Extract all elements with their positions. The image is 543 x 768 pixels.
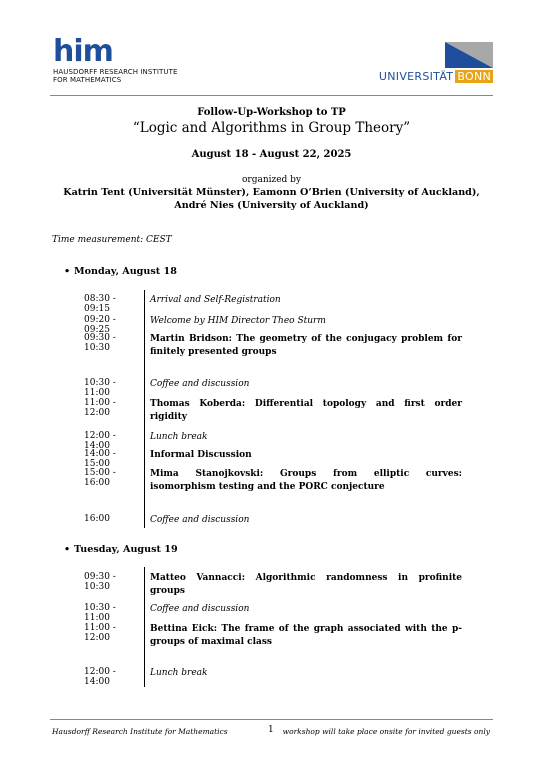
session-time: 14:00 - 15:00 (84, 449, 116, 469)
session-time: 15:00 - 16:00 (84, 468, 116, 488)
session-discussion: Informal Discussion (150, 450, 252, 460)
bonn-logo-city: BONN (457, 70, 491, 83)
day-label: Monday, August 18 (74, 266, 177, 277)
session-time: 09:30 - 10:30 (84, 333, 116, 353)
session-time: 12:00 - 14:00 (84, 667, 116, 687)
footer-note: workshop will take place onsite for invited guests only (282, 727, 490, 736)
session-time: 11:00 - 12:00 (84, 398, 116, 418)
bonn-logo-university: UNIVERSITÄT (378, 70, 454, 83)
session-time: 11:00 - 12:00 (84, 623, 116, 643)
him-logo-line2: FOR MATHEMATICS (53, 76, 122, 84)
uni-bonn-logo-text (379, 70, 493, 83)
session-time: 09:20 - 09:25 (84, 315, 116, 335)
session-break: Coffee and discussion (150, 515, 250, 525)
timezone-note: Time measurement: CEST (52, 235, 172, 245)
header-divider (50, 95, 493, 96)
session-time: 10:30 - 11:00 (84, 603, 116, 623)
workshop-subtitle: Follow-Up-Workshop to TP (197, 107, 346, 118)
organized-by-label: organized by (241, 175, 302, 185)
day-heading-tuesday (64, 544, 178, 555)
session-talk: Martin Bridson: The geometry of the conjugacy problem for finitely presented groups (150, 334, 462, 357)
session-break: Coffee and discussion (150, 604, 250, 614)
session-break: Arrival and Self-Registration (150, 295, 281, 305)
session-talk: Bettina Eick: The frame of the graph associated with the p-groups of maximal class (150, 624, 462, 647)
page-number: 1 (268, 725, 274, 735)
session-talk: Matteo Vannacci: Algorithmic randomness in profinite groups (150, 573, 462, 596)
bullet: • (64, 266, 71, 277)
session-welcome: Welcome by HIM Director Theo Sturm (150, 316, 326, 326)
him-logo-line1: HAUSDORFF RESEARCH INSTITUTE (53, 68, 178, 76)
session-time: 09:30 - 10:30 (84, 572, 116, 592)
footer-divider (50, 719, 493, 720)
session-talk: Thomas Koberda: Differential topology and first order rigidity (150, 399, 462, 422)
session-break: Lunch break (150, 668, 208, 678)
day-label: Tuesday, August 19 (74, 544, 178, 555)
footer-institute: Hausdorff Research Institute for Mathematics (52, 727, 228, 736)
him-logo (53, 34, 178, 84)
session-time: 08:30 - 09:15 (84, 294, 116, 314)
schedule-divider-monday (144, 290, 145, 528)
session-talk: Mima Stanojkovski: Groups from elliptic curves: isomorphism testing and the PORC conjecture (150, 469, 462, 492)
day-heading-monday (64, 266, 177, 277)
workshop-title: “Logic and Algorithms in Group Theory” (132, 120, 411, 136)
session-break: Coffee and discussion (150, 379, 250, 389)
session-time: 12:00 - 14:00 (84, 431, 116, 451)
bullet: • (64, 544, 71, 555)
him-logo-mark: him (53, 34, 113, 69)
session-time: 10:30 - 11:00 (84, 378, 116, 398)
schedule-divider-tuesday (144, 567, 145, 687)
session-time: 16:00 (84, 514, 110, 524)
organizers: Katrin Tent (Universität Münster), Eamonn O’Brien (University of Auckland), André Nies (University of Auckland) (63, 187, 480, 211)
session-break: Lunch break (150, 432, 208, 442)
workshop-dates: August 18 - August 22, 2025 (191, 149, 352, 160)
